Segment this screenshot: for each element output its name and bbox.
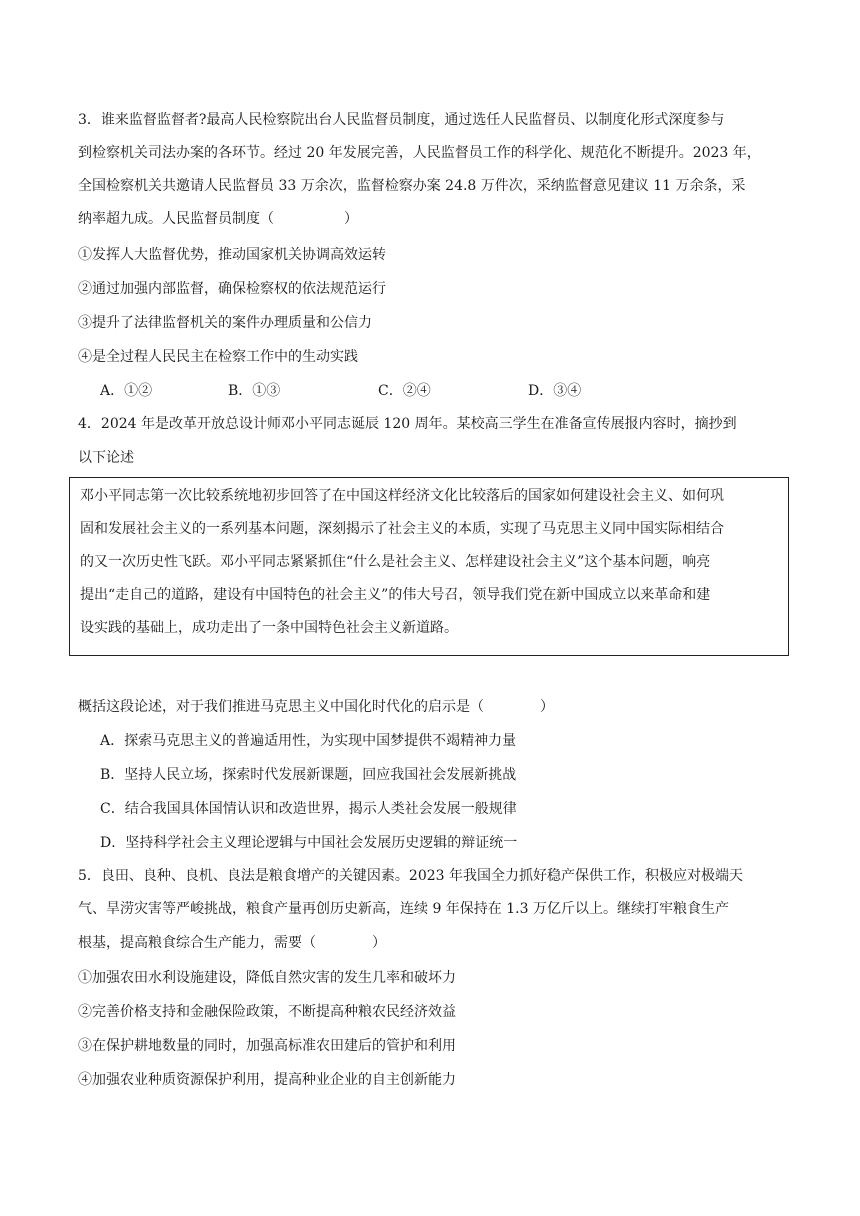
q5-stem-line-3: 根基，提高粮食综合生产能力，需要（ ） bbox=[78, 935, 386, 951]
q5-stem-line-1: 5．良田、良种、良机、良法是粮食增产的关键因素。2023 年我国全力抓好稳产保供工作，积极应对极端天 bbox=[78, 868, 743, 884]
q5-stem-line-2: 气、旱涝灾害等严峻挑战，粮食产量再创历史新高，连续 9 年保持在 1.3 万亿斤以上。继续打牢粮食生产 bbox=[78, 901, 729, 917]
q4-stem-line-2: 以下论述 bbox=[78, 450, 134, 466]
quote-line-5: 设实践的基础上，成功走出了一条中国特色社会主义新道路。 bbox=[80, 620, 458, 636]
q3-stem-line-1: 3．谁来监督监督者?最高人民检察院出台人民监督员制度，通过选任人民监督员、以制度化形式深度参与 bbox=[78, 112, 725, 128]
quote-line-4: 提出“走自己的道路，建设有中国特色的社会主义”的伟大号召，领导我们党在新中国成立以来革命和建 bbox=[80, 587, 711, 603]
quote-line-3: 的又一次历史性飞跃。邓小平同志紧紧抓住“什么是社会主义、怎样建设社会主义”这个基本问题，响亮 bbox=[80, 554, 711, 570]
q3-option-b: B．①③ bbox=[228, 383, 281, 399]
q3-option-a: A．①② bbox=[100, 383, 153, 399]
q3-item-2: ②通过加强内部监督，确保检察权的依法规范运行 bbox=[78, 281, 386, 297]
q3-item-3: ③提升了法律监督机关的案件办理质量和公信力 bbox=[78, 315, 372, 331]
quote-line-2: 固和发展社会主义的一系列基本问题，深刻揭示了社会主义的本质，实现了马克思主义同中国实际相结合 bbox=[80, 521, 724, 537]
q3-stem-line-3: 全国检察机关共邀请人民监督员 33 万余次，监督检察办案 24.8 万件次，采纳监督意见建议 11 万余条，采 bbox=[78, 178, 746, 194]
q4-option-c: C．结合我国具体国情认识和改造世界，揭示人类社会发展一般规律 bbox=[100, 801, 517, 817]
q5-item-1: ①加强农田水利设施建设，降低自然灾害的发生几率和破坏力 bbox=[78, 970, 456, 986]
q5-item-4: ④加强农业种质资源保护利用，提高种业企业的自主创新能力 bbox=[78, 1072, 456, 1088]
q4-stem-line-1: 4．2024 年是改革开放总设计师邓小平同志诞辰 120 周年。某校高三学生在准备宣传展报内容时，摘抄到 bbox=[78, 416, 737, 432]
q5-item-2: ②完善价格支持和金融保险政策，不断提高种粮农民经济效益 bbox=[78, 1004, 456, 1020]
quote-box bbox=[69, 477, 789, 656]
q3-option-d: D．③④ bbox=[528, 383, 582, 399]
q3-stem-line-2: 到检察机关司法办案的各环节。经过 20 年发展完善，人民监督员工作的科学化、规范化不断提升。2023 年， bbox=[78, 145, 761, 161]
q3-item-1: ①发挥人大监督优势，推动国家机关协调高效运转 bbox=[78, 247, 386, 263]
q4-option-a: A．探索马克思主义的普遍适用性，为实现中国梦提供不竭精神力量 bbox=[100, 733, 517, 749]
q3-stem-line-4: 纳率超九成。人民监督员制度（ ） bbox=[78, 211, 358, 227]
q3-item-4: ④是全过程人民民主在检察工作中的生动实践 bbox=[78, 349, 358, 365]
q4-option-b: B．坚持人民立场，探索时代发展新课题，回应我国社会发展新挑战 bbox=[100, 767, 517, 783]
q4-option-d: D．坚持科学社会主义理论逻辑与中国社会发展历史逻辑的辩证统一 bbox=[100, 835, 518, 851]
q5-item-3: ③在保护耕地数量的同时，加强高标准农田建后的管护和利用 bbox=[78, 1038, 456, 1054]
quote-line-1: 邓小平同志第一次比较系统地初步回答了在中国这样经济文化比较落后的国家如何建设社会主义、如何巩 bbox=[80, 488, 724, 504]
q4-question: 概括这段论述，对于我们推进马克思主义中国化时代化的启示是（ ） bbox=[78, 699, 554, 715]
q3-option-c: C．②④ bbox=[378, 383, 431, 399]
